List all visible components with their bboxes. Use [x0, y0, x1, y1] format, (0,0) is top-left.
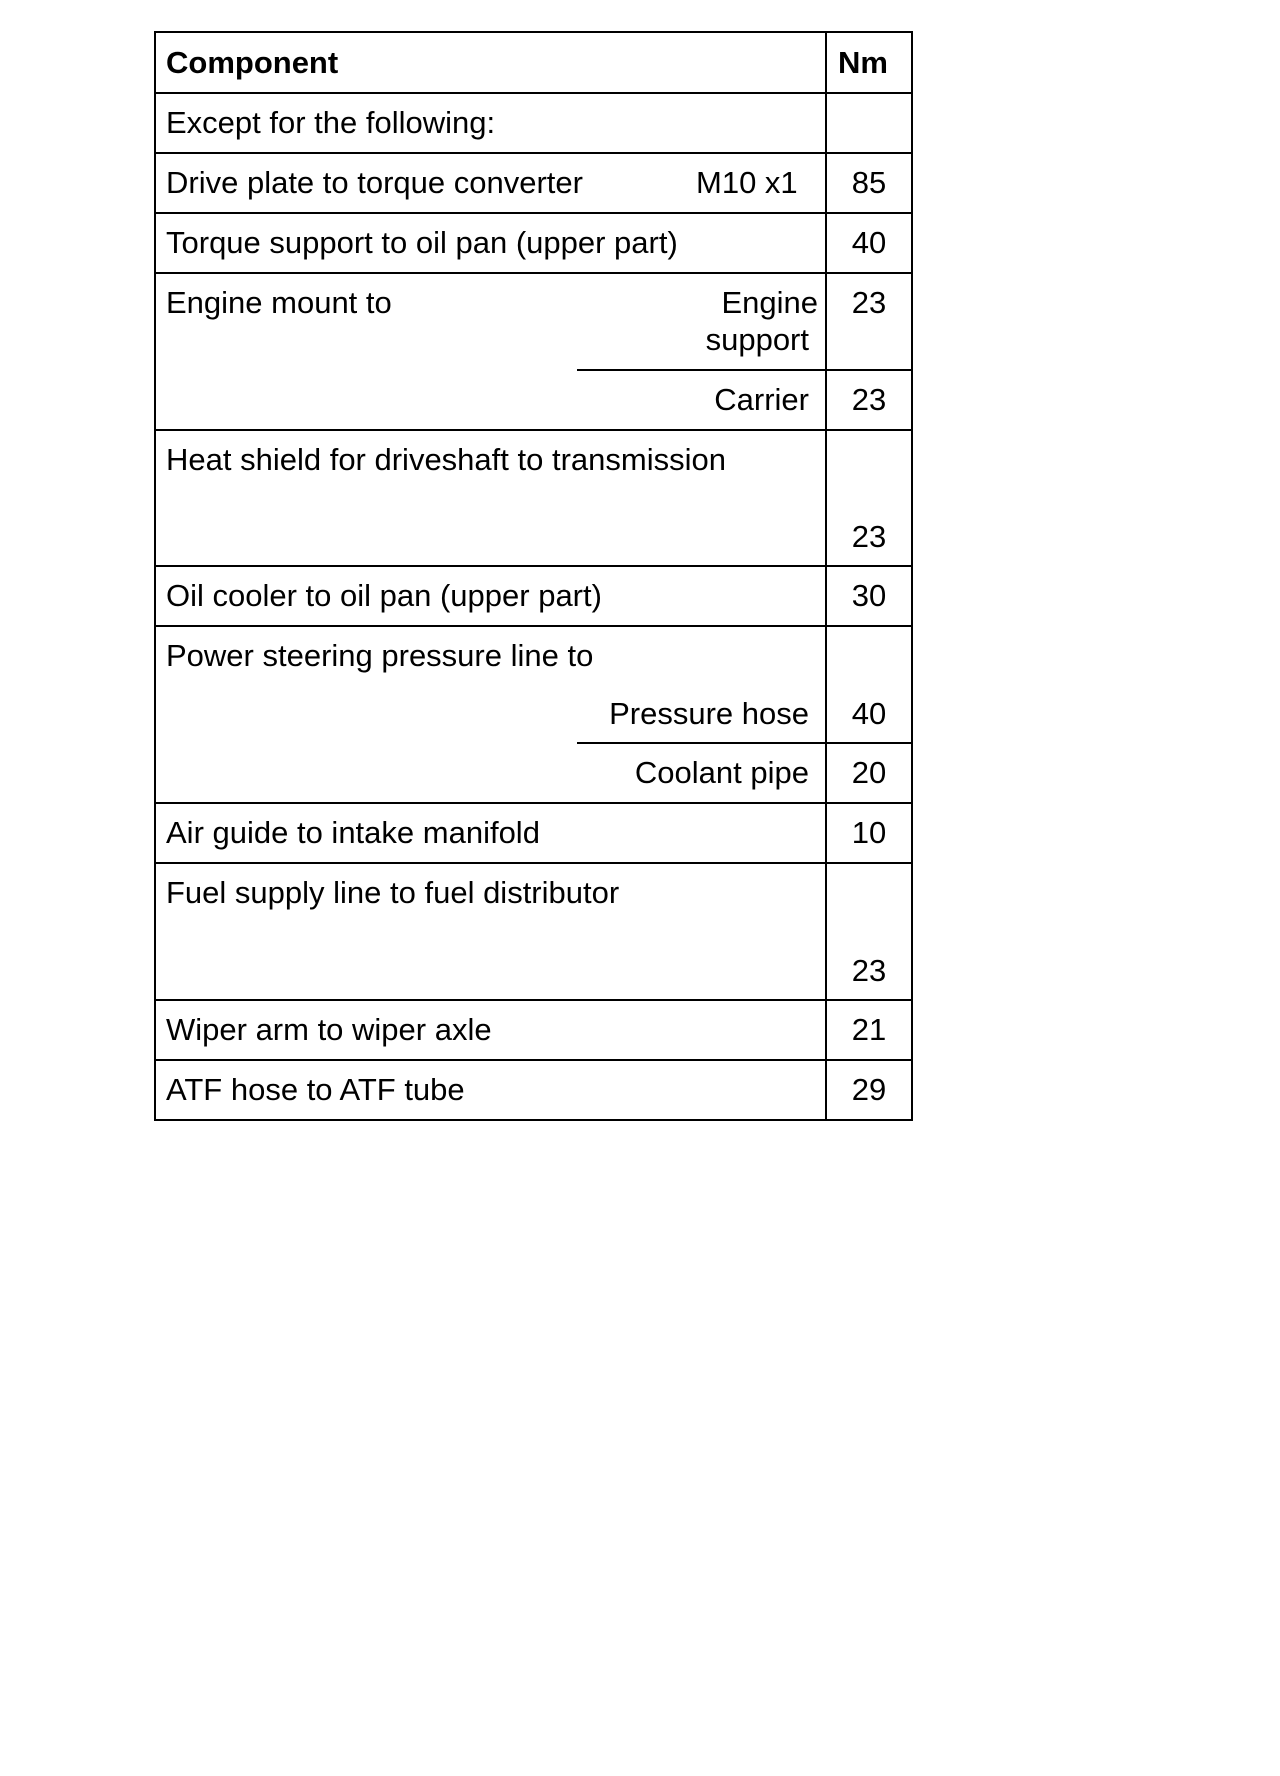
row-component: Air guide to intake manifold [166, 815, 540, 850]
row-component: Except for the following: [166, 105, 496, 140]
row-separator [156, 212, 911, 214]
row-separator [156, 272, 911, 274]
row-separator [156, 862, 911, 864]
row-component: Power steering pressure line to [166, 638, 594, 673]
row-separator [156, 152, 911, 154]
subrow-value: 23 [851, 285, 887, 320]
subrow-value: 23 [851, 382, 887, 417]
header-component: Component [166, 45, 339, 80]
row-separator [156, 429, 911, 431]
subrow-label: Pressure hose [609, 696, 809, 731]
row-separator [156, 565, 911, 567]
row-separator [156, 625, 911, 627]
row-spec: M10 x1 [696, 165, 798, 200]
row-value: 30 [851, 578, 887, 613]
subrow-label: Engine [721, 285, 818, 320]
row-component: Oil cooler to oil pan (upper part) [166, 578, 602, 613]
row-value: 23 [851, 519, 887, 554]
subrow-label: Carrier [714, 382, 809, 417]
row-component: Torque support to oil pan (upper part) [166, 225, 678, 260]
row-component: Drive plate to torque converter [166, 165, 583, 200]
row-separator [156, 802, 911, 804]
row-value: 21 [851, 1012, 887, 1047]
row-value: 85 [851, 165, 887, 200]
row-component: Wiper arm to wiper axle [166, 1012, 492, 1047]
row-component: Fuel supply line to fuel distributor [166, 875, 620, 910]
subrow-value: 20 [851, 755, 887, 790]
row-separator [156, 999, 911, 1001]
row-value: 40 [851, 225, 887, 260]
row-component: Engine mount to [166, 285, 392, 320]
row-separator [156, 1059, 911, 1061]
subrow-value: 40 [851, 696, 887, 731]
subrow-separator [577, 369, 911, 371]
row-value: 29 [851, 1072, 887, 1107]
row-value: 23 [851, 953, 887, 988]
subrow-label: Coolant pipe [634, 755, 809, 790]
row-separator [156, 92, 911, 94]
torque-spec-table [154, 31, 913, 1121]
subrow-separator [577, 742, 911, 744]
row-component: Heat shield for driveshaft to transmission [166, 442, 726, 477]
header-nm: Nm [838, 45, 888, 80]
subrow-label: support [705, 322, 809, 357]
row-value: 10 [851, 815, 887, 850]
row-component: ATF hose to ATF tube [166, 1072, 465, 1107]
